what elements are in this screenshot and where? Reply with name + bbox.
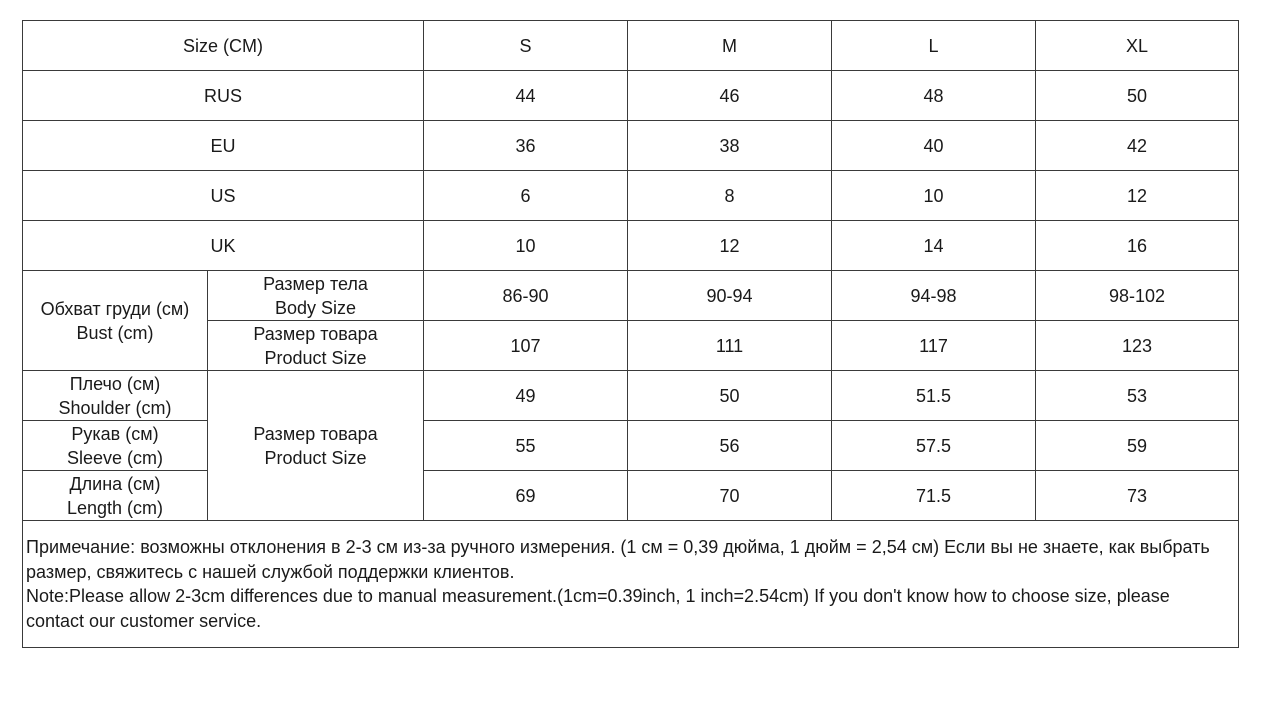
note-text-en: Note:Please allow 2-3cm differences due to manual measurement.(1cm=0.39inch, 1 inch=2.54cm) If you don't know how to choose size, please contact our customer service. [26, 586, 1170, 631]
table-row-us [23, 171, 1239, 221]
table-cell: 49 [424, 371, 628, 421]
row-label-shoulder [23, 371, 208, 421]
table-row-sleeve [23, 421, 1239, 471]
sleeve-label-en: Sleeve (cm) [66, 447, 164, 468]
row-label-uk: UK [23, 221, 424, 271]
product-size-label [208, 371, 424, 521]
note-text-ru: Примечание: возможны отклонения в 2-3 см из-за ручного измерения. (1 см = 0,39 дюйма, 1 дюйм = 2,54 см) Если вы не знаете, как выбрать размер, свяжитесь с нашей службой поддержки клиентов. [26, 537, 1210, 582]
row-label-sleeve [23, 421, 208, 471]
table-cell: 38 [628, 121, 832, 171]
table-cell: 8 [628, 171, 832, 221]
table-cell: 10 [424, 221, 628, 271]
length-label-ru: Длина (см) [69, 473, 161, 494]
body-size-label-en: Body Size [274, 297, 357, 318]
table-cell: 42 [1036, 121, 1239, 171]
body-size-label [208, 271, 424, 321]
table-cell: 117 [832, 321, 1036, 371]
table-cell: 10 [832, 171, 1036, 221]
table-cell: 70 [628, 471, 832, 521]
table-cell: 50 [1036, 71, 1239, 121]
table-row-note [23, 521, 1239, 648]
table-cell: 12 [1036, 171, 1239, 221]
sleeve-label-ru: Рукав (см) [71, 423, 159, 444]
table-cell: 46 [628, 71, 832, 121]
size-m-header: M [628, 21, 832, 71]
table-cell: 57.5 [832, 421, 1036, 471]
table-cell: 73 [1036, 471, 1239, 521]
table-cell: 94-98 [832, 271, 1036, 321]
table-cell: 107 [424, 321, 628, 371]
product-size-label-en: Product Size [264, 447, 367, 468]
table-cell: 56 [628, 421, 832, 471]
table-cell: 86-90 [424, 271, 628, 321]
table-cell: 71.5 [832, 471, 1036, 521]
bust-product-size-label-ru: Размер товара [253, 323, 378, 344]
body-size-label-ru: Размер тела [263, 273, 368, 294]
note-cell [23, 521, 1239, 648]
table-row-eu [23, 121, 1239, 171]
shoulder-label-en: Shoulder (cm) [58, 397, 172, 418]
bust-label-en: Bust (cm) [76, 322, 154, 343]
row-label-bust [23, 271, 208, 371]
table-cell: 36 [424, 121, 628, 171]
row-label-length [23, 471, 208, 521]
table-cell: 50 [628, 371, 832, 421]
table-cell: 16 [1036, 221, 1239, 271]
table-cell: 98-102 [1036, 271, 1239, 321]
table-cell: 53 [1036, 371, 1239, 421]
table-row-length [23, 471, 1239, 521]
row-label-rus: RUS [23, 71, 424, 121]
table-cell: 48 [832, 71, 1036, 121]
table-cell: 6 [424, 171, 628, 221]
bust-product-size-label-en: Product Size [264, 347, 367, 368]
table-cell: 55 [424, 421, 628, 471]
row-label-us: US [23, 171, 424, 221]
table-cell: 123 [1036, 321, 1239, 371]
table-cell: 40 [832, 121, 1036, 171]
table-cell: 44 [424, 71, 628, 121]
size-l-header: L [832, 21, 1036, 71]
bust-product-size-label [208, 321, 424, 371]
table-row-shoulder [23, 371, 1239, 421]
row-label-eu: EU [23, 121, 424, 171]
size-xl-header: XL [1036, 21, 1239, 71]
size-s-header: S [424, 21, 628, 71]
product-size-label-ru: Размер товара [253, 423, 378, 444]
table-cell: 59 [1036, 421, 1239, 471]
table-row-header [23, 21, 1239, 71]
table-row-bust-body [23, 271, 1239, 321]
table-cell: 90-94 [628, 271, 832, 321]
size-header-cell: Size (CM) [23, 21, 424, 71]
size-chart-table [22, 20, 1239, 648]
table-cell: 69 [424, 471, 628, 521]
bust-label-ru: Обхват груди (см) [40, 298, 190, 319]
table-row-rus [23, 71, 1239, 121]
table-cell: 12 [628, 221, 832, 271]
table-row-uk [23, 221, 1239, 271]
table-cell: 51.5 [832, 371, 1036, 421]
shoulder-label-ru: Плечо (см) [69, 373, 161, 394]
table-cell: 111 [628, 321, 832, 371]
length-label-en: Length (cm) [66, 497, 164, 518]
table-cell: 14 [832, 221, 1036, 271]
